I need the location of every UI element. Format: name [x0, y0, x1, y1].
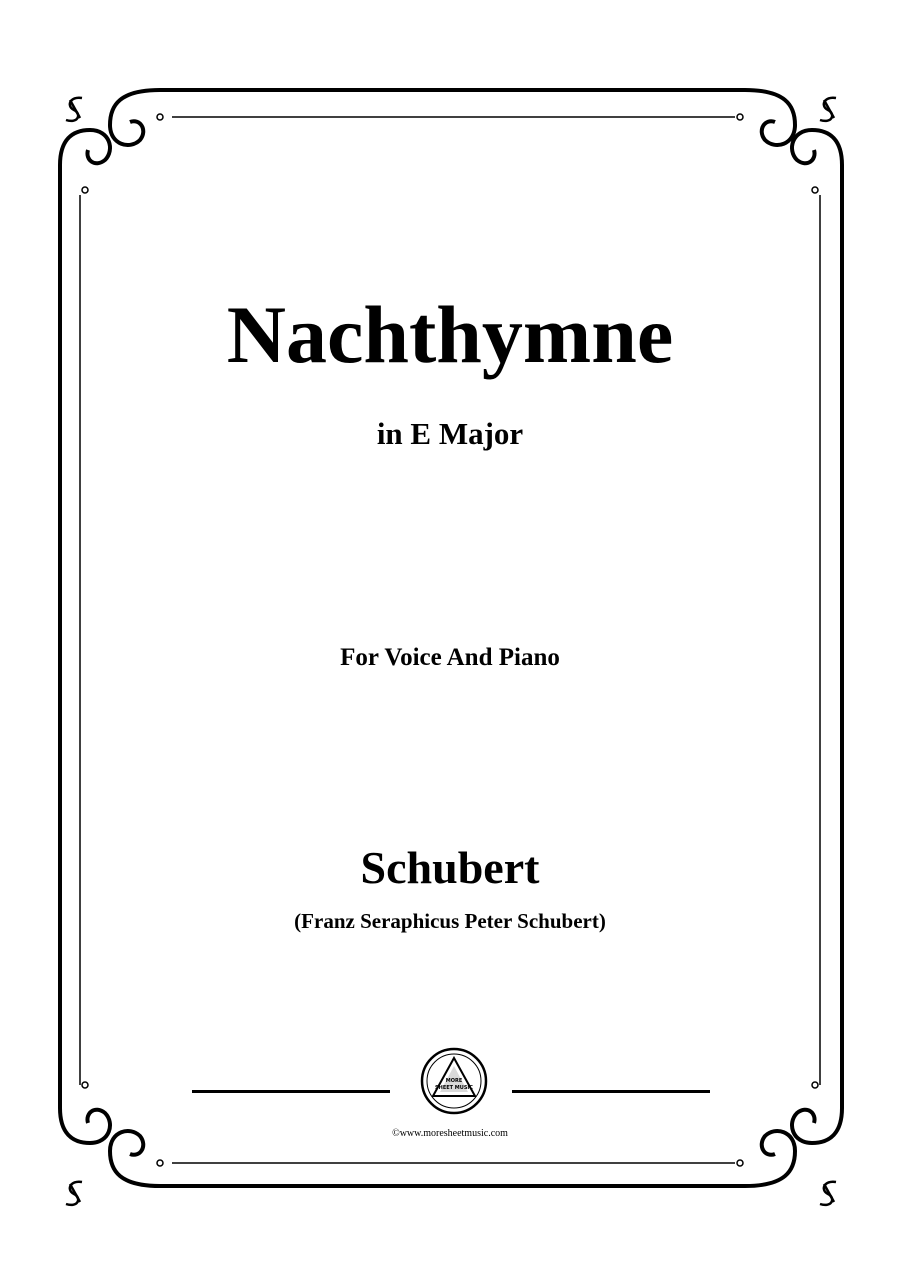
divider-right — [512, 1090, 710, 1093]
logo-bottom-text: SHEET MUSIC — [435, 1085, 473, 1091]
corner-scroll-top-left — [60, 90, 163, 193]
divider-left — [192, 1090, 390, 1093]
composer-name: Schubert — [360, 842, 540, 893]
page-title: Nachthymne — [226, 289, 674, 380]
key-signature: in E Major — [376, 416, 524, 451]
copyright-link[interactable]: ©www.moresheetmusic.com — [392, 1128, 508, 1139]
instrumentation: For Voice And Piano — [340, 644, 560, 671]
logo-top-text: MORE — [445, 1078, 463, 1084]
composer-full-name: (Franz Seraphicus Peter Schubert) — [294, 909, 606, 933]
publisher-logo-icon — [419, 1046, 489, 1116]
